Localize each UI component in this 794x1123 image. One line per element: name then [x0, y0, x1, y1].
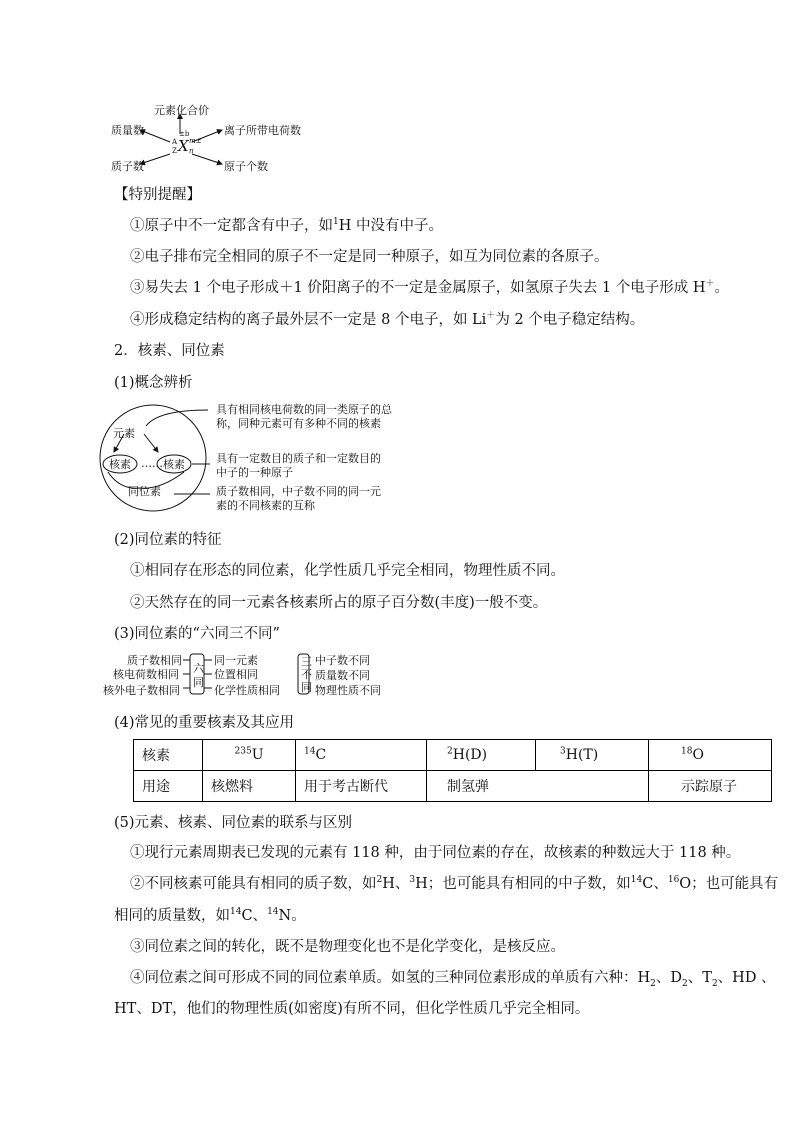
- table-cell-header: 用途: [134, 771, 203, 802]
- diff-neutron: 中子数不同: [315, 654, 370, 667]
- label-mass-number: 质量数: [111, 124, 144, 137]
- diff-physical: 物理性质不同: [315, 684, 381, 697]
- subsection-3: (3)同位素的“六同三不同”: [114, 626, 280, 642]
- reminder-heading: 【特别提醒】: [114, 187, 201, 203]
- diff-mass: 质量数不同: [315, 669, 370, 682]
- table-cell-u235: $^{235}$U: [203, 740, 296, 771]
- table-cell-use: 制氢弹: [427, 771, 649, 802]
- label-ion-charge: 离子所带电荷数: [224, 124, 301, 137]
- six-box-2: 同: [193, 676, 204, 689]
- concept-element: 元素: [113, 427, 135, 440]
- three-box-3: 同: [301, 681, 312, 694]
- subsection-5: (5)元素、核素、同位素的联系与区别: [114, 815, 353, 831]
- same-position: 位置相同: [214, 668, 258, 681]
- reminder-item-2: ②电子排布完全相同的原子不一定是同一种原子，如互为同位素的各原子。: [130, 249, 609, 265]
- six-box-1: 六: [193, 662, 204, 675]
- table-cell-use: 示踪原子: [649, 771, 772, 802]
- feature-2: ②天然存在的同一元素各核素所占的原子百分数(丰度)一般不变。: [130, 595, 548, 611]
- same-chemistry: 化学性质相同: [214, 684, 280, 697]
- concept-dots: ……: [141, 457, 163, 470]
- label-valence: 元素化合价: [154, 104, 209, 117]
- note-nuclide-line1: 具有一定数目的质子和一定数目的: [216, 452, 381, 465]
- concept-nuclide-right: 核素: [163, 458, 185, 471]
- table-cell-header: 核素: [134, 740, 203, 771]
- table-cell-deuterium: $^2$H(D): [427, 740, 536, 771]
- relation-1: ①现行元素周期表已发现的元素有 118 种，由于同位素的存在，故核素的种数远大于 118 种。: [130, 845, 741, 861]
- note-element-line1: 具有相同核电荷数的同一类原子的总: [216, 403, 392, 416]
- section-title: 2．核素、同位素: [114, 343, 225, 359]
- subsection-1: (1)概念辨析: [114, 375, 193, 391]
- same-element: 同一元素: [214, 654, 258, 667]
- subsection-2: (2)同位素的特征: [114, 532, 222, 548]
- feature-1: ①相同存在形态的同位素，化学性质几乎完全相同，物理性质不同。: [130, 563, 565, 579]
- table-row: [134, 740, 772, 771]
- atomic-symbol: ±b A Z X m± n: [172, 130, 202, 155]
- reminder-item-3: ③易失去 1 个电子形成＋1 价阳离子的不一定是金属原子，如氢原子失去 1 个电子形成 H＋。: [130, 279, 729, 296]
- table-cell-tritium: $^3$H(T): [536, 740, 649, 771]
- relation-2-line1: ②不同核素可能具有相同的质子数，如$^2$H、$^3$H；也可能具有相同的中子数，如$^{14}$C、$^{16}$O；也可能具有: [130, 875, 779, 892]
- notation-arrows: [120, 98, 320, 178]
- note-nuclide-line2: 中子的一种原子: [216, 466, 293, 479]
- table-cell-c14: $^{14}$C: [296, 740, 427, 771]
- note-element-line2: 称，同种元素可有多种不同的核素: [216, 417, 381, 430]
- relation-3: ③同位素之间的转化，既不是物理变化也不是化学变化，是核反应。: [130, 939, 565, 955]
- nuclide-table: [133, 739, 772, 802]
- same-electron: 核外电子数相同: [103, 684, 180, 697]
- concept-isotope: 同位素: [128, 485, 161, 498]
- table-cell-o18: $^{18}$O: [649, 740, 772, 771]
- table-row: [134, 771, 772, 802]
- note-isotope-line1: 质子数相同，中子数不同的同一元: [216, 485, 381, 498]
- reminder-item-1: ①原子中不一定都含有中子，如$^1$H 中没有中子。: [130, 217, 443, 234]
- note-isotope-line2: 素的不同核素的互称: [216, 499, 315, 512]
- table-cell-use: 用于考古断代: [296, 771, 427, 802]
- same-charge: 核电荷数相同: [113, 668, 179, 681]
- relation-4-line1: ④同位素之间可形成不同的同位素单质。如氢的三种同位素形成的单质有六种：$H_2$、$D_2$、$T_2$、HD 、: [130, 970, 776, 989]
- three-box-2: 不: [301, 668, 312, 681]
- label-proton-number: 质子数: [111, 160, 144, 173]
- same-proton: 质子数相同: [127, 654, 182, 667]
- subsection-4: (4)常见的重要核素及其应用: [114, 715, 295, 731]
- relation-2-line2: 相同的质量数，如$^{14}$C、$^{14}$N。: [114, 907, 306, 924]
- table-cell-use: 核燃料: [203, 771, 296, 802]
- label-atom-count: 原子个数: [224, 160, 268, 173]
- concept-nuclide-left: 核素: [109, 458, 131, 471]
- reminder-item-4: ④形成稳定结构的离子最外层不一定是 8 个电子，如 Li＋为 2 个电子稳定结构。: [130, 311, 645, 328]
- relation-4-line2: HT、DT，他们的物理性质(如密度)有所不同，但化学性质几乎完全相同。: [114, 1001, 590, 1017]
- three-box-1: 三: [301, 655, 312, 668]
